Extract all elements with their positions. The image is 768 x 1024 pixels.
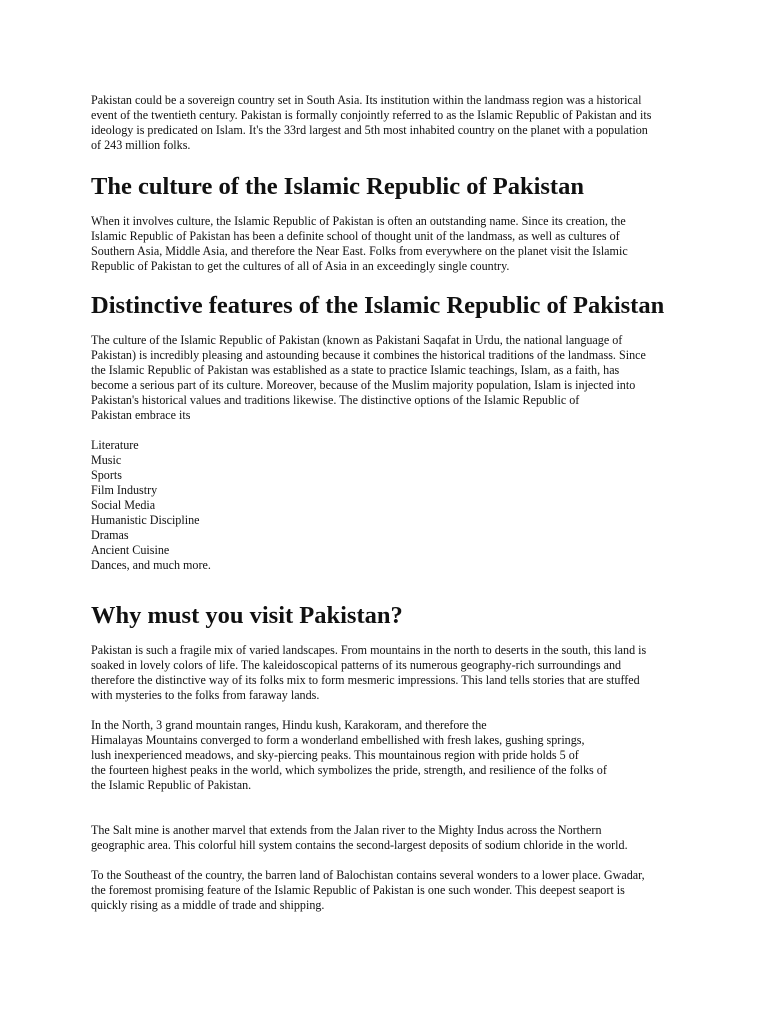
feature-list xyxy=(91,438,683,573)
article xyxy=(91,93,683,913)
text-line: Islamic Republic of Pakistan has been a definite school of thought unit of the landmass, as well as cultures of xyxy=(91,229,620,243)
text-line: lush inexperienced meadows, and sky-piercing peaks. This mountainous region with pride holds 5 of xyxy=(91,748,579,762)
visit-heading: Why must you visit Pakistan? xyxy=(91,602,403,629)
text-line: The Salt mine is another marvel that extends from the Jalan river to the Mighty Indus across the Northern xyxy=(91,823,602,837)
text-line: When it involves culture, the Islamic Republic of Pakistan is often an outstanding name. Since its creation, the xyxy=(91,214,626,228)
text-line: Pakistan) is incredibly pleasing and astounding because it combines the historical traditions of the landmass. Since xyxy=(91,348,646,362)
culture-paragraph xyxy=(91,214,683,274)
text-line: The culture of the Islamic Republic of Pakistan (known as Pakistani Saqafat in Urdu, the national language of xyxy=(91,333,623,347)
text-line: quickly rising as a middle of trade and shipping. xyxy=(91,898,325,912)
list-item: Film Industry xyxy=(91,483,158,497)
text-line: To the Southeast of the country, the barren land of Balochistan contains several wonders to a lower place. Gwadar, xyxy=(91,868,645,882)
text-line: with mysteries to the folks from faraway lands. xyxy=(91,688,320,702)
list-item: Social Media xyxy=(91,498,156,512)
text-line: of 243 million folks. xyxy=(91,138,191,152)
features-paragraph xyxy=(91,333,683,423)
culture-heading: The culture of the Islamic Republic of Pakistan xyxy=(91,173,584,200)
text-line: Pakistan could be a sovereign country set in South Asia. Its institution within the landmass region was a historical xyxy=(91,93,642,107)
text-line: Pakistan is such a fragile mix of varied landscapes. From mountains in the north to deserts in the south, this land is xyxy=(91,643,647,657)
text-line: the Islamic Republic of Pakistan was established as a state to practice Islamic teachings, Islam, as a faith, has xyxy=(91,363,620,377)
list-item: Sports xyxy=(91,468,122,482)
text-line: Himalayas Mountains converged to form a wonderland embellished with fresh lakes, gushing springs, xyxy=(91,733,585,747)
text-line: Southern Asia, Middle Asia, and therefore the Near East. Folks from everywhere on the planet visit the Islamic xyxy=(91,244,628,258)
list-item: Ancient Cuisine xyxy=(91,543,170,557)
list-item: Dances, and much more. xyxy=(91,558,211,572)
visit-paragraph-mountains xyxy=(91,718,683,793)
features-heading: Distinctive features of the Islamic Republic of Pakistan xyxy=(91,292,665,319)
text-line: the foremost promising feature of the Islamic Republic of Pakistan is one such wonder. This deepest seaport is xyxy=(91,883,625,897)
text-line: the Islamic Republic of Pakistan. xyxy=(91,778,252,792)
text-line: Pakistan embrace its xyxy=(91,408,191,422)
list-item: Humanistic Discipline xyxy=(91,513,200,527)
text-line: therefore the distinctive way of its folks mix to form mesmeric impressions. This land tells stories that are stuffed xyxy=(91,673,640,687)
intro-paragraph xyxy=(91,93,683,153)
list-item: Music xyxy=(91,453,122,467)
visit-paragraph-balochistan xyxy=(91,868,683,913)
text-line: ideology is predicated on Islam. It's the 33rd largest and 5th most inhabited country on the planet with a population xyxy=(91,123,648,137)
text-line: geographic area. This colorful hill system contains the second-largest deposits of sodium chloride in the world. xyxy=(91,838,628,852)
text-line: the fourteen highest peaks in the world, which symbolizes the pride, strength, and resilience of the folks of xyxy=(91,763,607,777)
visit-paragraph-landscapes xyxy=(91,643,683,703)
list-item: Literature xyxy=(91,438,139,452)
text-line: In the North, 3 grand mountain ranges, Hindu kush, Karakoram, and therefore the xyxy=(91,718,487,732)
text-line: Republic of Pakistan to get the cultures of all of Asia in an exceedingly single country. xyxy=(91,259,510,273)
text-line: event of the twentieth century. Pakistan is formally conjointly referred to as the Islamic Republic of Pakistan and its xyxy=(91,108,652,122)
visit-paragraph-salt-mine xyxy=(91,823,683,853)
text-line: Pakistan's historical values and traditions likewise. The distinctive options of the Islamic Republic of xyxy=(91,393,580,407)
list-item: Dramas xyxy=(91,528,129,542)
text-line: soaked in lovely colors of life. The kaleidoscopical patterns of its numerous geography-rich surroundings and xyxy=(91,658,622,672)
text-line: become a serious part of its culture. Moreover, because of the Muslim majority population, Islam is injected into xyxy=(91,378,636,392)
